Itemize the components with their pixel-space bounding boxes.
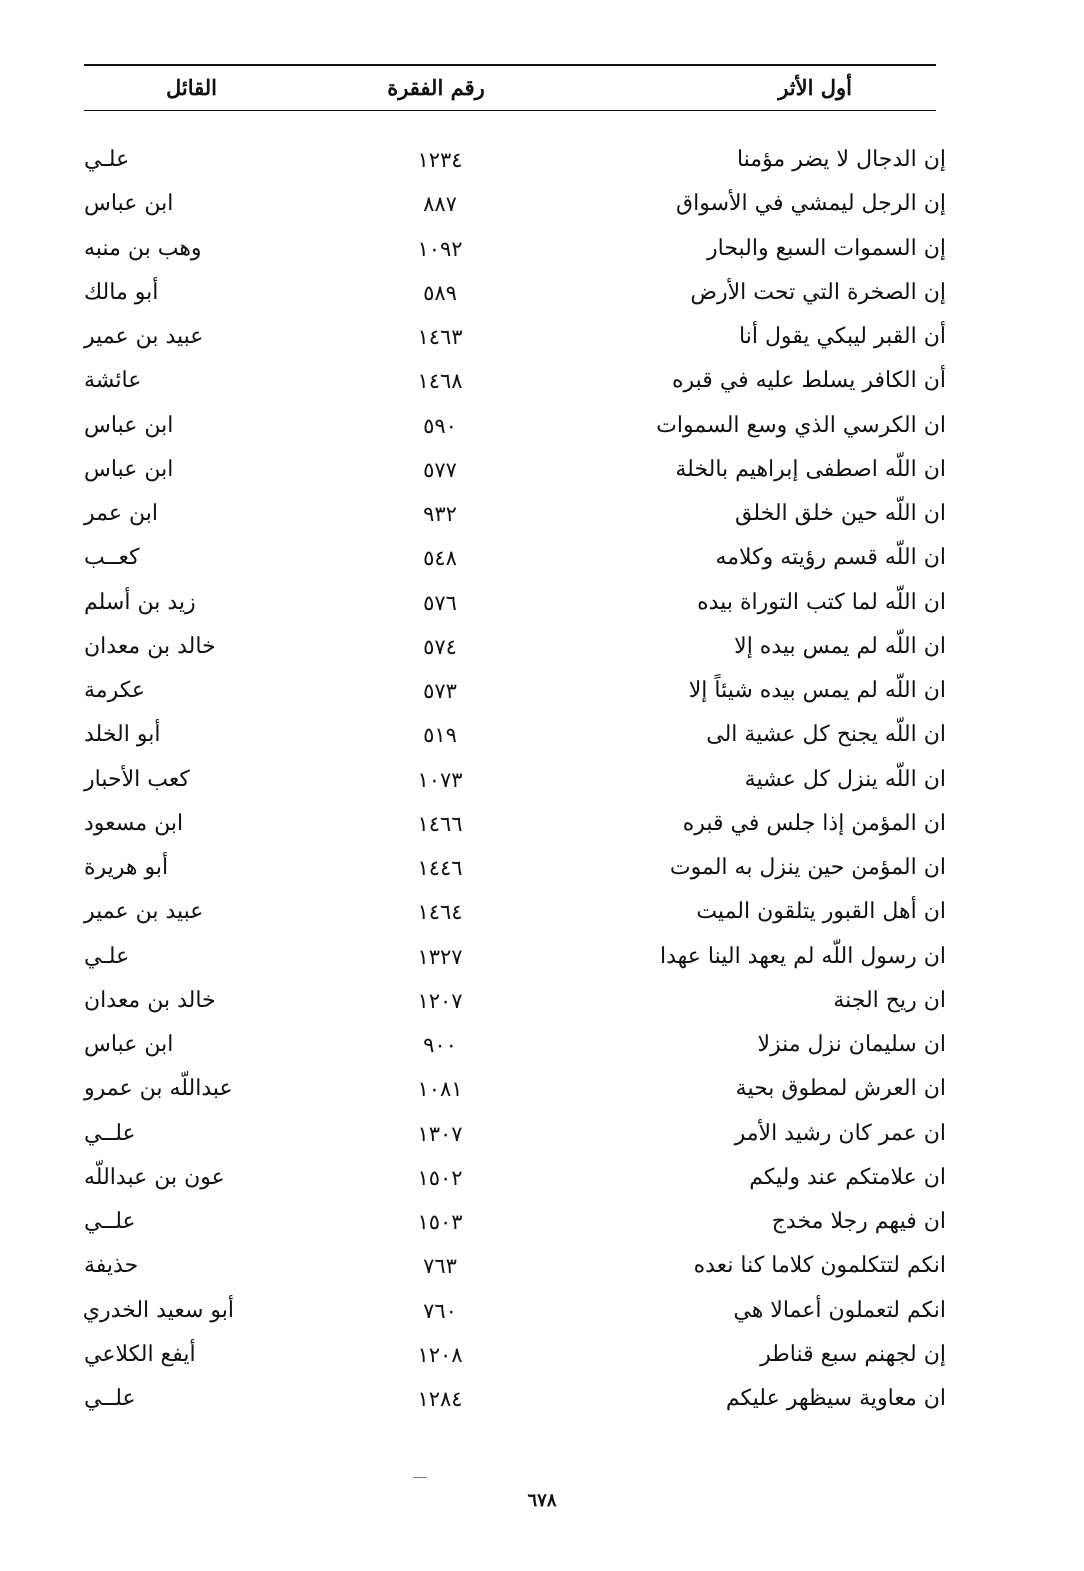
row-speaker-text: زيد بن أسلم: [84, 589, 196, 615]
row-speaker: [84, 359, 234, 403]
row-first-words: ان المؤمن إذا جلس في قبره: [682, 810, 946, 836]
header-paragraph-number: رقم الفقرة: [387, 75, 485, 100]
table-row: [84, 713, 946, 757]
row-paragraph-number: ٥٨٩: [423, 280, 457, 305]
row-paragraph-number: ٥١٩: [423, 723, 457, 748]
table-row: [84, 1156, 946, 1200]
row-first-words: ان أهل القبور يتلقون الميت: [696, 899, 946, 925]
table-row: [84, 581, 946, 625]
row-paragraph-number: ١٤٦٣: [417, 325, 463, 349]
row-paragraph-number: ١٢٠٧: [417, 988, 463, 1013]
row-first-words: إن الدجال لا يضر مؤمنا: [736, 147, 946, 172]
row-first-words: ان علامتكم عند وليكم: [749, 1164, 946, 1190]
row-speaker-text: خالد بن معدان: [84, 987, 216, 1013]
table-row: [84, 846, 946, 890]
row-paragraph-number: ١٤٦٦: [417, 811, 463, 836]
row-paragraph-number: ١٣٢٧: [417, 944, 463, 969]
row-speaker: [84, 404, 234, 448]
table-row: [84, 669, 946, 713]
row-speaker: [84, 492, 234, 536]
page-number: ٦٧٨: [527, 1490, 557, 1511]
row-speaker: [84, 1112, 234, 1156]
row-paragraph-number: ٥٤٨: [423, 546, 457, 571]
row-speaker-text: حذيفة: [84, 1253, 139, 1279]
row-first-words: ان اللّه لما كتب التوراة بيده: [697, 589, 946, 615]
table-row: [84, 448, 946, 492]
row-speaker-text: عكرمة: [84, 678, 145, 703]
row-first-words: ان اللّه يجنح كل عشية الى: [706, 722, 946, 748]
table-row: [84, 492, 946, 536]
row-paragraph-number: ٥٧٣: [423, 679, 457, 703]
row-speaker-text: علــي: [84, 1386, 136, 1411]
row-first-words: ان رسول اللّه لم يعهد الينا عهدا: [659, 943, 946, 969]
row-first-words: ان سليمان نزل منزلا: [757, 1032, 946, 1057]
table-row: [84, 227, 946, 271]
row-speaker-text: خالد بن معدان: [84, 633, 216, 659]
table-row: [84, 1200, 946, 1244]
row-first-words: ان اللّه اصطفى إبراهيم بالخلة: [675, 456, 946, 482]
table-row: [84, 1023, 946, 1067]
row-speaker-text: عبداللّه بن عمرو: [84, 1076, 233, 1102]
table-row: [84, 1067, 946, 1111]
row-first-words: ان العرش لمطوق بحية: [735, 1076, 946, 1102]
row-paragraph-number: ١٥٠٢: [417, 1165, 463, 1190]
row-paragraph-number: ٧٦٣: [423, 1254, 457, 1279]
row-paragraph-number: ١٣٠٧: [417, 1121, 463, 1146]
table-row: [84, 1244, 946, 1288]
row-speaker: [84, 182, 234, 226]
row-speaker-text: أبو الخلد: [84, 722, 161, 748]
row-speaker: [84, 713, 234, 757]
table-row: [84, 1289, 946, 1333]
row-first-words: ان ريح الجنة: [833, 987, 946, 1013]
table-header: [84, 66, 936, 110]
footer-mark: [413, 1477, 427, 1478]
row-paragraph-number: ١٠٩٢: [417, 236, 463, 261]
row-paragraph-number: ١٢٨٤: [417, 1387, 463, 1411]
row-speaker: [84, 1333, 234, 1377]
row-speaker-text: ابن عباس: [84, 412, 174, 438]
row-first-words: انكم لتتكلمون كلاما كنا نعده: [693, 1253, 946, 1279]
row-speaker-text: وهب بن منبه: [84, 235, 202, 261]
row-paragraph-number: ٥٧٧: [423, 457, 457, 482]
row-paragraph-number: ١٠٨١: [417, 1077, 463, 1102]
row-speaker: [84, 1067, 234, 1111]
row-paragraph-number: ٩٣٢: [423, 502, 457, 526]
row-paragraph-number: ٩٠٠: [423, 1033, 457, 1057]
row-paragraph-number: ١٢٠٨: [417, 1342, 463, 1367]
row-speaker-text: أبو سعيد الخدري: [82, 1297, 234, 1323]
table-row: [84, 359, 946, 403]
row-first-words: ان اللّه حين خلق الخلق: [735, 501, 946, 526]
row-speaker: [84, 536, 234, 580]
table-row: [84, 625, 946, 669]
table-body: [84, 138, 946, 1421]
table-row: [84, 935, 946, 979]
row-first-words: ان المؤمن حين ينزل به الموت: [669, 855, 946, 880]
row-speaker-text: علــي: [84, 1120, 136, 1146]
table-row: [84, 271, 946, 315]
row-speaker-text: أبو مالك: [84, 279, 159, 305]
row-paragraph-number: ٥٩٠: [423, 413, 457, 438]
row-speaker: [84, 1156, 234, 1200]
row-paragraph-number: ١٥٠٣: [417, 1210, 463, 1234]
row-speaker: [84, 1244, 234, 1288]
row-speaker: [84, 271, 234, 315]
row-speaker-text: ابن مسعود: [84, 810, 184, 836]
row-speaker: [84, 979, 234, 1023]
row-first-words: أن القبر ليبكي يقول أنا: [739, 324, 946, 349]
row-speaker-text: ابن عباس: [84, 191, 174, 217]
row-speaker: [84, 581, 234, 625]
row-speaker: [84, 1289, 234, 1333]
row-speaker-text: ابن عباس: [84, 1032, 174, 1057]
table-row: [84, 802, 946, 846]
row-speaker-text: عبيد بن عمير: [84, 324, 204, 349]
table-row: [84, 536, 946, 580]
row-speaker-text: ابن عمر: [84, 501, 158, 526]
row-first-words: ان عمر كان رشيد الأمر: [734, 1120, 946, 1146]
row-speaker-text: أيفع الكلاعي: [84, 1341, 196, 1367]
row-paragraph-number: ١٤٤٦: [417, 856, 463, 880]
row-first-words: ان اللّه ينزل كل عشية: [744, 766, 946, 792]
row-speaker: [84, 1377, 234, 1421]
header-first-words: أول الأثر: [778, 75, 852, 100]
row-paragraph-number: ٧٦٠: [423, 1298, 457, 1323]
table-row: [84, 979, 946, 1023]
row-first-words: ان الكرسي الذي وسع السموات: [656, 412, 946, 438]
row-speaker-text: ابن عباس: [84, 456, 174, 482]
row-speaker-text: علـي: [84, 147, 130, 172]
row-first-words: إن السموات السبع والبحار: [707, 235, 946, 261]
table-row: [84, 404, 946, 448]
row-first-words: ان معاوية سيظهر عليكم: [725, 1386, 946, 1411]
row-first-words: ان اللّه لم يمس بيده شيئاً إلا: [688, 678, 946, 703]
row-speaker: [84, 448, 234, 492]
row-paragraph-number: ١٠٧٣: [417, 767, 463, 792]
table-row: [84, 182, 946, 226]
table-row: [84, 1112, 946, 1156]
row-speaker: [84, 1023, 234, 1067]
row-speaker-text: عبيد بن عمير: [84, 899, 204, 925]
row-first-words: ان اللّه قسم رؤيته وكلامه: [715, 545, 946, 571]
table-row: [84, 1377, 946, 1421]
row-first-words: ان اللّه لم يمس بيده إلا: [734, 633, 946, 659]
table-row: [84, 315, 946, 359]
row-speaker: [84, 138, 234, 182]
row-speaker: [84, 315, 234, 359]
row-first-words: إن الرجل ليمشي في الأسواق: [676, 191, 946, 217]
row-speaker: [84, 935, 234, 979]
row-speaker-text: عائشة: [84, 368, 142, 394]
header-speaker: القائل: [166, 75, 218, 100]
row-paragraph-number: ٨٨٧: [423, 192, 457, 217]
row-paragraph-number: ١٤٦٨: [417, 369, 463, 394]
row-speaker-text: كعب الأحبار: [84, 766, 190, 792]
table-row: [84, 890, 946, 934]
row-speaker-text: أبو هريرة: [84, 855, 169, 880]
row-speaker: [84, 802, 234, 846]
row-speaker: [84, 625, 234, 669]
row-speaker-text: كعــب: [84, 545, 140, 571]
row-paragraph-number: ٥٧٦: [423, 590, 457, 615]
table-row: [84, 758, 946, 802]
row-speaker-text: عون بن عبداللّه: [84, 1164, 225, 1190]
row-paragraph-number: ٥٧٤: [423, 634, 457, 659]
row-paragraph-number: ١٤٦٤: [417, 900, 463, 925]
row-speaker: [84, 227, 234, 271]
row-speaker: [84, 846, 234, 890]
table-row: [84, 1333, 946, 1377]
row-speaker: [84, 890, 234, 934]
row-speaker-text: علــي: [84, 1209, 136, 1234]
row-speaker-text: علـي: [84, 943, 130, 969]
row-first-words: ان فيهم رجلا مخدج: [771, 1209, 946, 1234]
row-speaker: [84, 1200, 234, 1244]
row-first-words: إن الصخرة التي تحت الأرض: [690, 279, 946, 305]
table-row: [84, 138, 946, 182]
row-speaker: [84, 758, 234, 802]
row-first-words: أن الكافر يسلط عليه في قبره: [672, 368, 946, 394]
row-first-words: انكم لتعملون أعمالا هي: [733, 1297, 946, 1323]
row-speaker: [84, 669, 234, 713]
row-first-words: إن لجهنم سبع قناطر: [760, 1341, 946, 1367]
row-paragraph-number: ١٢٣٤: [417, 148, 463, 172]
header-bottom-rule: [84, 110, 936, 111]
